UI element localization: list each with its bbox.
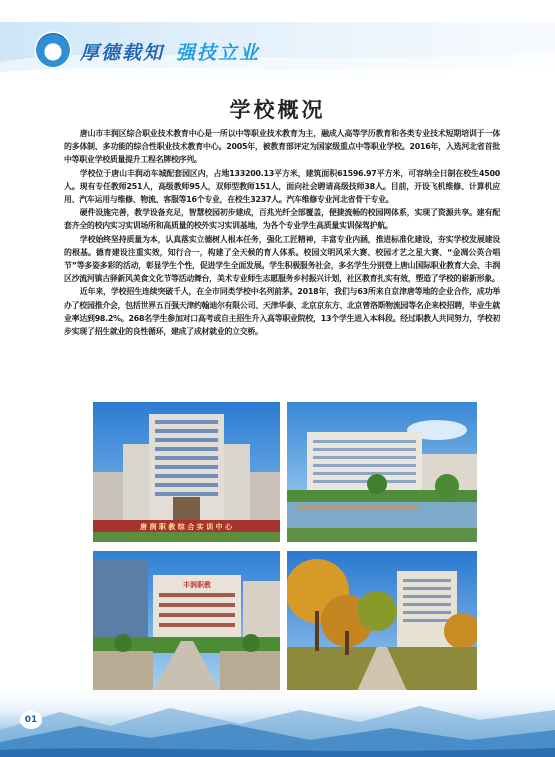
paragraph: 近年来，学校招生连续突破千人，在全市同类学校中名列前茅。2018年，我们与63所来自京津唐等地的企业合作，成功举办了校园推介会，包括世界五百强天津约翰迪尔有限公司、天津华泰、北京京东方、北京曾洛斯物流园等名企来校招聘，毕业生就业率达到98.2%。268名学生参加对口高考或自主招生升入高等职业院校，13个学生进入本科段。经过职教人共同努力，学校初步实现了招生就业的良性循环，建成了成材就业的立交桥。 bbox=[64, 287, 500, 337]
motto-part1: 厚德载知 bbox=[80, 42, 165, 64]
building-sign: 唐 润 职 教 综 合 实 训 中 心 bbox=[140, 523, 232, 531]
building-sign: 丰润职教 bbox=[183, 581, 211, 589]
page-number: 01 bbox=[20, 711, 42, 729]
paragraph: 学校位于唐山丰润动车城配套园区内，占地133200.13平方米，建筑面积61596.97平方米，可容纳全日制在校生4500人。现有专任教师251人，高级教师95人，双师型教师151人，面向社会聘请高级技师38人。目前，开设飞机维修、计算机应用、汽车运用与维修、物流、客服等16个专业，在校生3237人。汽车维修专业河北省骨干专业。 bbox=[64, 168, 500, 205]
article-body bbox=[64, 127, 500, 338]
header-banner bbox=[0, 22, 555, 78]
page-title: 学校概况 bbox=[229, 97, 326, 122]
paragraph: 硬件设施完善，教学设备充足，智慧校园初步建成，百兆光纤全部覆盖，便捷流畅的校园网体系，实现了资源共享。建有配套齐全的校内实习实训场所和高质量的校外实习实训基地，为各个专业学生高质量实训保驾护航。 bbox=[64, 208, 500, 231]
school-logo bbox=[34, 31, 72, 69]
motto-part2: 强技立业 bbox=[176, 42, 261, 64]
photo-autumn-path bbox=[287, 551, 477, 691]
paragraph: 学校始终坚持质量为本，认真落实立德树人根本任务，强化工匠精神，丰富专业内涵，推进标准化建设，夯实学校发展建设的根基。德育建设注重实效，知行合一，构建了全天候的育人体系。校园文明风采大赛、校园才艺之星大赛、“金凋公英合唱节”等多姿多彩的活动，彰显学生个性，促进学生全面发展。学生积极服务社会，多名学生分别登上唐山国际职业教育大会、丰润区沙流河镇古驿新风美食文化节等活动舞台，美术专业师生志愿服务乡村振兴计划，社区教育扎实有效，塑造了学校的崭新形象。 bbox=[64, 234, 500, 284]
photo-campus-avenue bbox=[93, 551, 280, 691]
photo-training-center bbox=[93, 402, 280, 542]
photo-campus-lake bbox=[287, 402, 477, 542]
paragraph: 唐山市丰润区综合职业技术教育中心是一所以中等职业技术教育为主，融成人高等学历教育和各类专业技术短期培训于一体的多体制、多功能的综合性职业技术教育中心。2005年，被教育部评定为国家级重点中等职业学校。2016年，入选河北省首批中等职业学校质量提升工程名牌校序列。 bbox=[64, 129, 500, 165]
footer-landscape bbox=[0, 690, 555, 757]
